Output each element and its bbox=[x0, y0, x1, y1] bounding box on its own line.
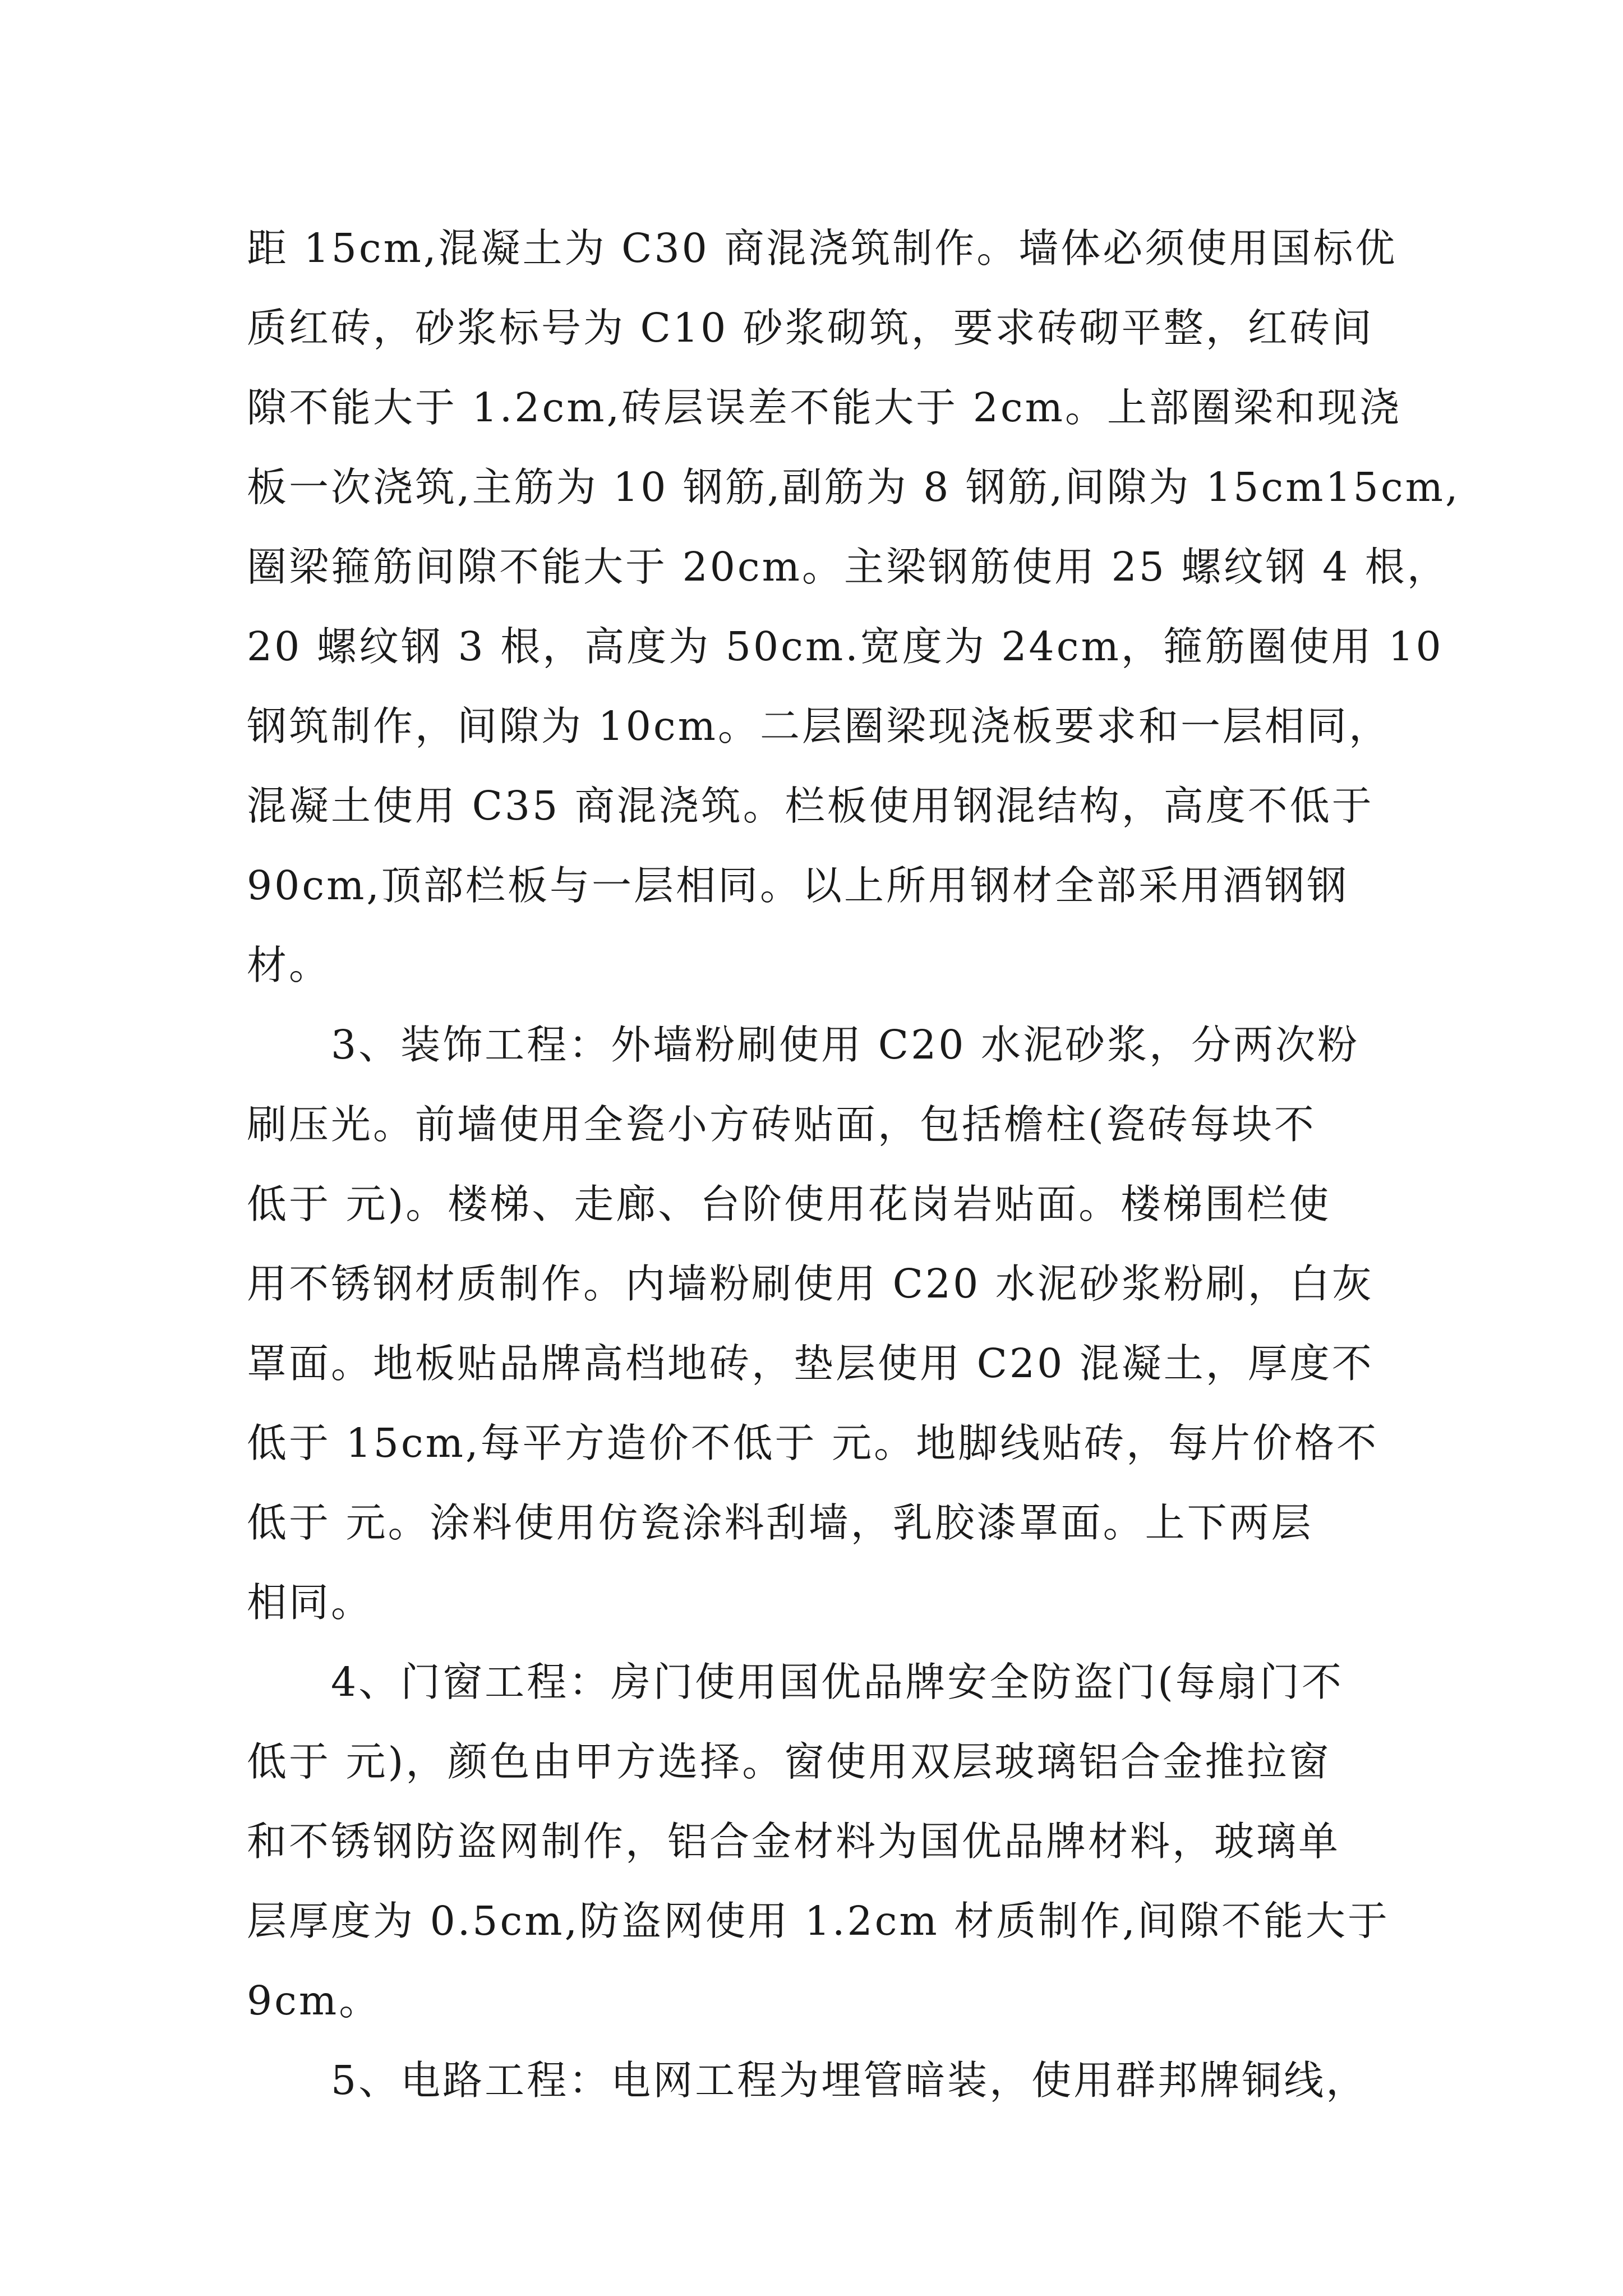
paragraph bbox=[247, 1642, 1402, 2041]
paragraph bbox=[247, 1005, 1402, 1642]
text-line: 低于 15cm,每平方造价不低于 元。地脚线贴砖，每片价格不 bbox=[247, 1420, 1379, 1466]
text-line: 圈梁箍筋间隙不能大于 20cm。主梁钢筋使用 25 螺纹钢 4 根， bbox=[247, 544, 1449, 590]
text-line: 板一次浇筑,主筋为 10 钢筋,副筋为 8 钢筋,间隙为 15cm15cm, bbox=[247, 464, 1460, 510]
text-line: 低于 元)，颜色由甲方选择。窗使用双层玻璃铝合金推拉窗 bbox=[247, 1738, 1331, 1785]
text-line: 20 螺纹钢 3 根，高度为 50cm.宽度为 24cm，箍筋圈使用 10 bbox=[247, 623, 1444, 670]
text-line: 层厚度为 0.5cm,防盗网使用 1.2cm 材质制作,间隙不能大于 bbox=[247, 1898, 1390, 1944]
text-line: 刷压光。前墙使用全瓷小方砖贴面，包括檐柱(瓷砖每块不 bbox=[247, 1101, 1316, 1148]
text-line: 混凝土使用 C35 商混浇筑。栏板使用钢混结构，高度不低于 bbox=[247, 783, 1374, 829]
text-line: 3、装饰工程：外墙粉刷使用 C20 水泥砂浆，分两次粉 bbox=[331, 1022, 1359, 1068]
text-line: 4、门窗工程：房门使用国优品牌安全防盗门(每扇门不 bbox=[331, 1659, 1344, 1705]
text-line: 9cm。 bbox=[247, 1977, 381, 2024]
text-line: 5、电路工程：电网工程为埋管暗装，使用群邦牌铜线， bbox=[331, 2057, 1368, 2104]
text-line: 罩面。地板贴品牌高档地砖，垫层使用 C20 混凝土，厚度不 bbox=[247, 1340, 1374, 1387]
document-body bbox=[247, 209, 1460, 2120]
text-line: 用不锈钢材质制作。内墙粉刷使用 C20 水泥砂浆粉刷，白灰 bbox=[247, 1260, 1374, 1307]
text-line: 和不锈钢防盗网制作，铝合金材料为国优品牌材料，玻璃单 bbox=[247, 1818, 1341, 1865]
text-line: 隙不能大于 1.2cm,砖层误差不能大于 2cm。上部圈梁和现浇 bbox=[247, 384, 1401, 431]
text-line: 低于 元)。楼梯、走廊、台阶使用花岗岩贴面。楼梯围栏使 bbox=[247, 1181, 1331, 1227]
text-line: 90cm,顶部栏板与一层相同。以上所用钢材全部采用酒钢钢 bbox=[247, 862, 1349, 909]
paragraph bbox=[247, 2041, 1402, 2120]
paragraph bbox=[247, 209, 1460, 1005]
text-line: 低于 元。涂料使用仿瓷涂料刮墙，乳胶漆罩面。上下两层 bbox=[247, 1499, 1313, 1546]
text-line: 质红砖，砂浆标号为 C10 砂浆砌筑，要求砖砌平整，红砖间 bbox=[247, 305, 1374, 351]
text-line: 距 15cm,混凝土为 C30 商混浇筑制作。墙体必须使用国标优 bbox=[247, 225, 1398, 272]
text-line: 钢筑制作，间隙为 10cm。二层圈梁现浇板要求和一层相同， bbox=[247, 703, 1391, 749]
text-line: 材。 bbox=[247, 942, 331, 988]
text-line: 相同。 bbox=[247, 1579, 374, 1626]
